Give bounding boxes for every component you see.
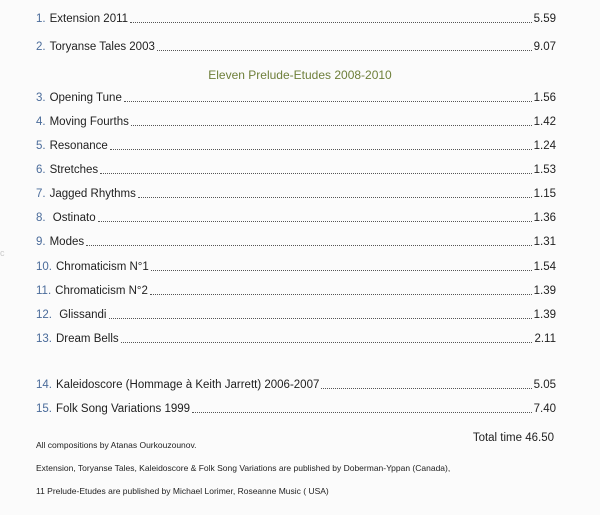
track-label xyxy=(36,163,98,177)
track-title: Folk Song Variations 1999 xyxy=(56,403,191,415)
credit-line: Extension, Toryanse Tales, Kaleidoscore & Folk Song Variations are published by Doberman-Yppan (Canada), xyxy=(36,463,451,473)
leader-dots xyxy=(109,317,532,319)
track-row xyxy=(36,330,556,346)
track-title: Ostinato xyxy=(49,212,96,224)
track-title: Modes xyxy=(49,236,85,248)
track-time: 5.05 xyxy=(533,379,556,391)
track-title: Kaleidoscore (Hommage à Keith Jarrett) 2006-2007 xyxy=(56,379,320,391)
leader-dots xyxy=(150,293,532,295)
track-number: 14. xyxy=(36,379,52,391)
track-label xyxy=(36,402,190,416)
track-label xyxy=(36,91,122,105)
track-label xyxy=(36,235,84,249)
track-time: 1.42 xyxy=(533,116,556,128)
track-time: 2.11 xyxy=(534,333,556,345)
track-title: Moving Fourths xyxy=(49,116,129,128)
leader-dots xyxy=(192,411,532,413)
track-time: 1.24 xyxy=(533,140,556,152)
track-number: 9. xyxy=(36,236,46,248)
track-row xyxy=(36,306,556,322)
track-label xyxy=(36,332,119,346)
track-number: 10. xyxy=(36,261,52,273)
credit-line: All compositions by Atanas Ourkouzounov. xyxy=(36,440,197,450)
track-number: 6. xyxy=(36,164,46,176)
leader-dots xyxy=(110,148,532,150)
track-title: Dream Bells xyxy=(56,333,119,345)
leader-dots xyxy=(131,124,532,126)
track-number: 13. xyxy=(36,333,52,345)
track-label xyxy=(36,260,149,274)
track-title: Jagged Rhythms xyxy=(49,188,136,200)
section-title: Eleven Prelude-Etudes 2008-2010 xyxy=(208,68,392,82)
track-time: 5.59 xyxy=(533,13,556,25)
track-time: 1.15 xyxy=(533,188,556,200)
track-row xyxy=(36,185,556,201)
track-number: 15. xyxy=(36,403,52,415)
track-time: 1.39 xyxy=(533,285,556,297)
track-title: Extension 2011 xyxy=(49,13,129,25)
track-time: 1.31 xyxy=(533,236,556,248)
track-number: 2. xyxy=(36,41,46,53)
track-title: Toryanse Tales 2003 xyxy=(49,41,155,53)
leader-dots xyxy=(100,172,531,174)
leader-dots xyxy=(157,49,532,51)
track-label xyxy=(36,115,129,129)
track-label xyxy=(36,12,128,26)
track-time: 1.54 xyxy=(533,261,556,273)
track-row xyxy=(36,10,556,26)
track-number: 1. xyxy=(36,13,46,25)
track-label xyxy=(36,378,319,392)
track-row xyxy=(36,209,556,225)
track-label xyxy=(36,40,155,54)
track-row xyxy=(36,38,556,54)
leader-dots xyxy=(130,21,532,23)
track-number: 12. xyxy=(36,309,52,321)
track-label xyxy=(36,187,136,201)
track-number: 11. xyxy=(36,285,52,297)
track-row xyxy=(36,137,556,153)
edge-mark: c xyxy=(0,248,5,258)
leader-dots xyxy=(86,244,531,246)
track-title: Resonance xyxy=(49,140,108,152)
track-time: 1.39 xyxy=(533,309,556,321)
track-number: 3. xyxy=(36,92,46,104)
track-title: Stretches xyxy=(49,164,99,176)
leader-dots xyxy=(151,269,532,271)
track-number: 7. xyxy=(36,188,46,200)
track-row xyxy=(36,400,556,416)
track-row xyxy=(36,376,556,392)
track-time: 7.40 xyxy=(533,403,556,415)
track-time: 1.53 xyxy=(533,164,556,176)
track-label xyxy=(36,211,96,225)
credit-line: 11 Prelude-Etudes are published by Michael Lorimer, Roseanne Music ( USA) xyxy=(36,486,329,496)
track-row xyxy=(36,113,556,129)
track-number: 4. xyxy=(36,116,46,128)
leader-dots xyxy=(98,220,532,222)
leader-dots xyxy=(138,196,532,198)
total-time: Total time 46.50 xyxy=(472,432,554,444)
track-row xyxy=(36,89,556,105)
leader-dots xyxy=(121,341,533,343)
track-title: Chromaticism N°1 xyxy=(56,261,149,273)
track-title: Opening Tune xyxy=(49,92,122,104)
track-title: Chromaticism N°2 xyxy=(55,285,148,297)
track-number: 8. xyxy=(36,212,46,224)
track-row xyxy=(36,282,556,298)
track-time: 9.07 xyxy=(533,41,556,53)
track-number: 5. xyxy=(36,140,46,152)
track-row xyxy=(36,161,556,177)
track-time: 1.56 xyxy=(533,92,556,104)
track-row xyxy=(36,258,556,274)
track-label xyxy=(36,284,148,298)
leader-dots xyxy=(321,387,531,389)
track-title: Glissandi xyxy=(56,309,107,321)
leader-dots xyxy=(124,100,532,102)
track-label xyxy=(36,139,108,153)
track-time: 1.36 xyxy=(533,212,556,224)
track-label xyxy=(36,308,107,322)
track-row xyxy=(36,233,556,249)
